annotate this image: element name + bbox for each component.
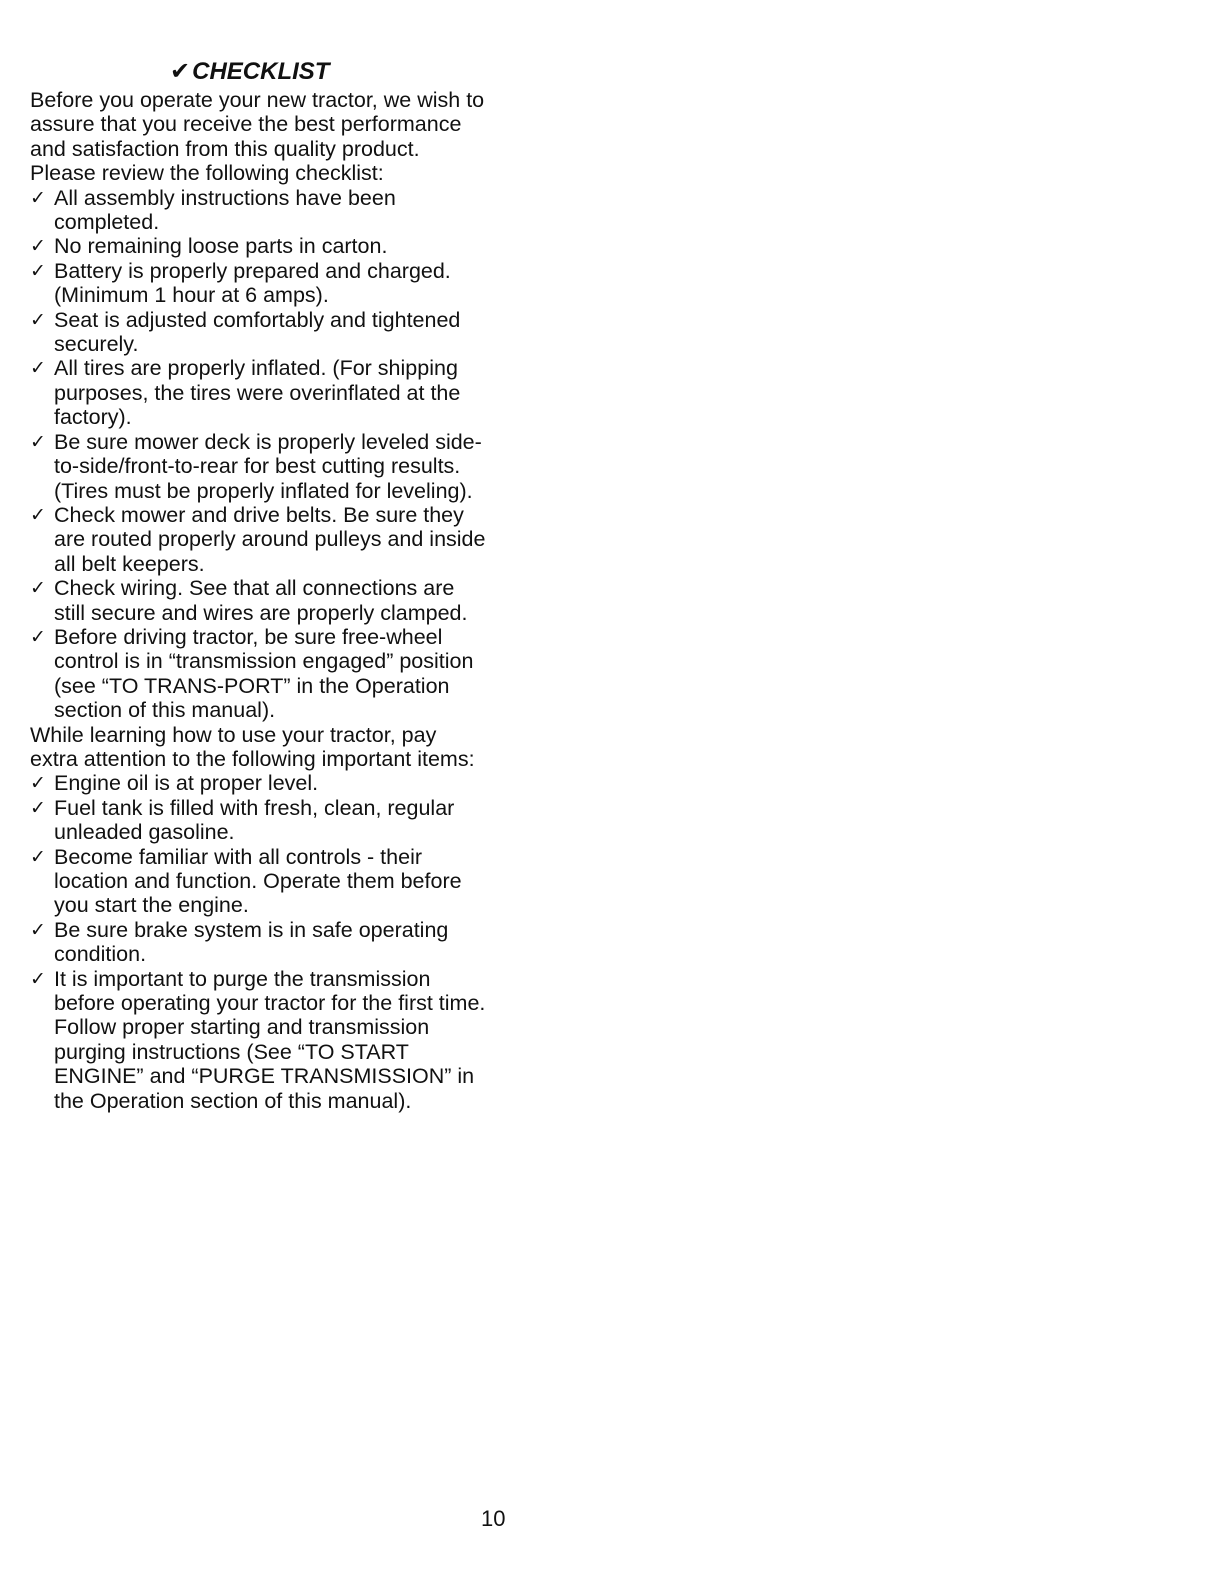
section-title-text: CHECKLIST: [192, 58, 330, 85]
checklist-item-text: Seat is adjusted comfortably and tightened securely.: [54, 307, 461, 357]
checkmark-icon: ✓: [30, 625, 46, 648]
important-item-purge: [30, 967, 490, 1113]
important-item-fuel: [30, 796, 490, 845]
checklist-item-text: No remaining loose parts in carton.: [54, 234, 388, 259]
important-item-text: Engine oil is at proper level.: [54, 771, 319, 796]
checkmark-icon: ✓: [30, 235, 46, 258]
review-prompt: Please review the following checklist:: [30, 161, 384, 186]
important-item-text: Fuel tank is filled with fresh, clean, regular unleaded gasoline.: [54, 795, 455, 845]
section-title: [30, 58, 490, 86]
checklist-item-text: Before driving tractor, be sure free-wheel control is in “transmission engaged” position (see “TO TRANS-PORT” in the Operation section of this manual).: [54, 624, 474, 723]
important-item-text: It is important to purge the transmission before operating your tractor for the first time. Follow proper starting and transmission purging instructions (See “TO START ENGINE” and “PURGE TRANSMISSION” in the Operation section of this manual).: [54, 966, 486, 1113]
page-number: 10: [481, 1506, 506, 1531]
checklist-item-seat: [30, 308, 490, 357]
checkmark-icon: ✓: [30, 308, 46, 331]
checkmark-icon: ✓: [30, 845, 46, 868]
checkmark-icon: ✓: [30, 259, 46, 282]
checklist-item-text: Be sure mower deck is properly leveled side-to-side/front-to-rear for best cutting results. (Tires must be properly inflated for leveling).: [54, 429, 482, 503]
checkmark-icon: ✓: [30, 503, 46, 526]
checklist-item-belts: [30, 503, 490, 576]
checkmark-icon: ✓: [30, 430, 46, 453]
checklist-item-assembly: [30, 186, 490, 235]
checkmark-icon: ✔: [170, 58, 191, 85]
important-item-text: Be sure brake system is in safe operating condition.: [54, 917, 449, 967]
checklist-item-wiring: [30, 576, 490, 625]
checklist-section: [30, 58, 490, 1113]
important-item-engine-oil: [30, 771, 490, 795]
important-item-brakes: [30, 918, 490, 967]
checkmark-icon: ✓: [30, 186, 46, 209]
checklist-item-battery: [30, 259, 490, 308]
checklist-item-text: All assembly instructions have been completed.: [54, 185, 396, 235]
checklist-item-text: Check wiring. See that all connections are still secure and wires are properly clamped.: [54, 576, 468, 625]
checklist-item-text: Battery is properly prepared and charged. (Minimum 1 hour at 6 amps).: [54, 258, 451, 308]
important-item-text: Become familiar with all controls - their location and function. Operate them before you start the engine.: [54, 844, 462, 918]
checklist-item-mower-deck: [30, 430, 490, 503]
checkmark-icon: ✓: [30, 772, 46, 795]
checklist-item-text: Check mower and drive belts. Be sure they are routed properly around pulleys and inside all belt keepers.: [54, 502, 486, 576]
important-item-controls: [30, 845, 490, 918]
checklist-item-freewheel: [30, 625, 490, 723]
intro-paragraph: Before you operate your new tractor, we wish to assure that you receive the best performance and satisfaction from this quality product.: [30, 88, 485, 161]
checkmark-icon: ✓: [30, 796, 46, 819]
pre-operation-checklist: [30, 186, 490, 723]
checkmark-icon: ✓: [30, 357, 46, 380]
important-items-list: [30, 771, 490, 1113]
checkmark-icon: ✓: [30, 918, 46, 941]
learning-paragraph: While learning how to use your tractor, pay extra attention to the following important items:: [30, 722, 475, 771]
checklist-item-loose-parts: [30, 234, 490, 258]
checkmark-icon: ✓: [30, 577, 46, 600]
checkmark-icon: ✓: [30, 967, 46, 990]
checklist-item-tires: [30, 356, 490, 429]
checklist-item-text: All tires are properly inflated. (For shipping purposes, the tires were overinflated at the factory).: [54, 356, 461, 430]
